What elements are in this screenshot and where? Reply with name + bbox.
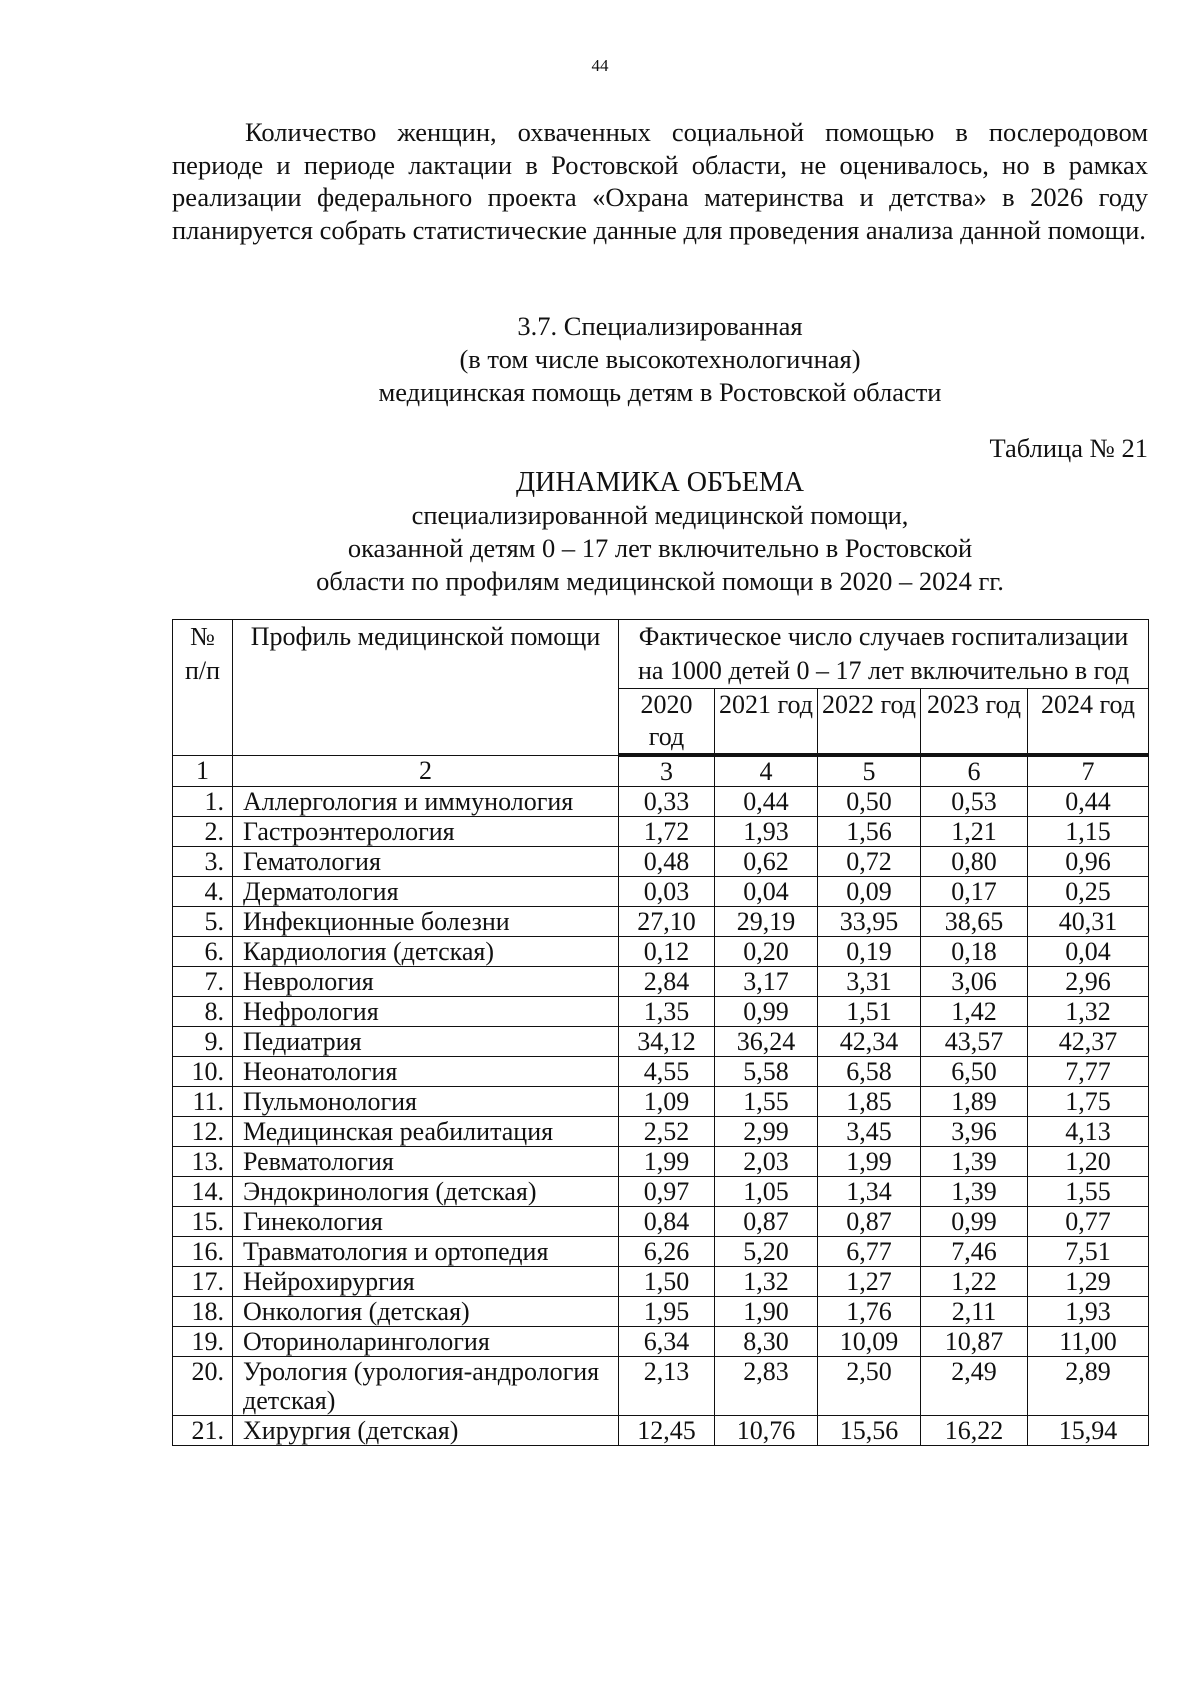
value-cell: 38,65 (921, 907, 1028, 937)
value-cell: 12,45 (619, 1416, 715, 1446)
value-cell: 2,13 (619, 1357, 715, 1416)
profile-cell: Неврология (233, 967, 619, 997)
value-cell: 1,99 (818, 1147, 921, 1177)
value-cell: 0,04 (1028, 937, 1149, 967)
table-row (173, 1267, 1149, 1297)
value-cell: 0,18 (921, 937, 1028, 967)
value-cell: 3,45 (818, 1117, 921, 1147)
value-cell: 1,32 (1028, 997, 1149, 1027)
value-cell: 29,19 (715, 907, 818, 937)
table-row (173, 1027, 1149, 1057)
profile-cell: Пульмонология (233, 1087, 619, 1117)
profile-cell: Гинекология (233, 1207, 619, 1237)
value-cell: 0,99 (715, 997, 818, 1027)
table-row (173, 1177, 1149, 1207)
profile-cell: Кардиология (детская) (233, 937, 619, 967)
value-cell: 5,58 (715, 1057, 818, 1087)
value-cell: 27,10 (619, 907, 715, 937)
row-number: 15. (173, 1207, 233, 1237)
value-cell: 0,19 (818, 937, 921, 967)
value-cell: 1,29 (1028, 1267, 1149, 1297)
profile-cell: Оториноларингология (233, 1327, 619, 1357)
column-header-group: Фактическое число случаев госпитализации на 1000 детей 0 – 17 лет включительно в год (619, 620, 1149, 689)
section-heading-line: 3.7. Специализированная (517, 311, 803, 341)
value-cell: 43,57 (921, 1027, 1028, 1057)
table-label: Таблица № 21 (989, 433, 1148, 463)
value-cell: 0,96 (1028, 847, 1149, 877)
value-cell: 1,39 (921, 1147, 1028, 1177)
value-cell: 0,12 (619, 937, 715, 967)
value-cell: 1,50 (619, 1267, 715, 1297)
profile-cell: Травматология и ортопедия (233, 1237, 619, 1267)
profile-cell: Дерматология (233, 877, 619, 907)
column-header-year: 2023 год (921, 689, 1028, 756)
profile-cell: Гематология (233, 847, 619, 877)
value-cell: 7,51 (1028, 1237, 1149, 1267)
table-row (173, 817, 1149, 847)
value-cell: 1,89 (921, 1087, 1028, 1117)
row-number: 14. (173, 1177, 233, 1207)
value-cell: 10,87 (921, 1327, 1028, 1357)
value-cell: 1,32 (715, 1267, 818, 1297)
row-number: 10. (173, 1057, 233, 1087)
value-cell: 0,99 (921, 1207, 1028, 1237)
value-cell: 0,20 (715, 937, 818, 967)
value-cell: 5,20 (715, 1237, 818, 1267)
profile-cell: Неонатология (233, 1057, 619, 1087)
value-cell: 40,31 (1028, 907, 1149, 937)
profile-cell: Урология (урология-андрология детская) (233, 1357, 619, 1416)
profile-cell: Онкология (детская) (233, 1297, 619, 1327)
table-title-line: области по профилям медицинской помощи в 2020 – 2024 гг. (316, 566, 1004, 596)
column-number: 2 (233, 755, 619, 787)
row-number: 3. (173, 847, 233, 877)
value-cell: 0,03 (619, 877, 715, 907)
table-row (173, 967, 1149, 997)
value-cell: 1,51 (818, 997, 921, 1027)
table-row (173, 877, 1149, 907)
column-header-year: 2020 год (619, 689, 715, 756)
value-cell: 4,55 (619, 1057, 715, 1087)
value-cell: 0,04 (715, 877, 818, 907)
value-cell: 0,80 (921, 847, 1028, 877)
profile-cell: Инфекционные болезни (233, 907, 619, 937)
row-number: 2. (173, 817, 233, 847)
column-header-year: 2022 год (818, 689, 921, 756)
value-cell: 1,05 (715, 1177, 818, 1207)
profile-cell: Медицинская реабилитация (233, 1117, 619, 1147)
value-cell: 10,09 (818, 1327, 921, 1357)
value-cell: 1,90 (715, 1297, 818, 1327)
value-cell: 4,13 (1028, 1117, 1149, 1147)
value-cell: 11,00 (1028, 1327, 1149, 1357)
row-number: 6. (173, 937, 233, 967)
value-cell: 8,30 (715, 1327, 818, 1357)
value-cell: 7,46 (921, 1237, 1028, 1267)
value-cell: 2,49 (921, 1357, 1028, 1416)
value-cell: 0,87 (818, 1207, 921, 1237)
value-cell: 2,99 (715, 1117, 818, 1147)
value-cell: 1,76 (818, 1297, 921, 1327)
value-cell: 0,33 (619, 787, 715, 817)
value-cell: 0,84 (619, 1207, 715, 1237)
table-title (0, 466, 1200, 598)
table-row (173, 907, 1149, 937)
profile-cell: Эндокринология (детская) (233, 1177, 619, 1207)
value-cell: 0,77 (1028, 1207, 1149, 1237)
value-cell: 1,55 (1028, 1177, 1149, 1207)
row-number: 1. (173, 787, 233, 817)
value-cell: 1,99 (619, 1147, 715, 1177)
table-title-line: оказанной детям 0 – 17 лет включительно в Ростовской (347, 533, 973, 563)
value-cell: 0,09 (818, 877, 921, 907)
value-cell: 16,22 (921, 1416, 1028, 1446)
column-header-year: 2021 год (715, 689, 818, 756)
value-cell: 1,56 (818, 817, 921, 847)
value-cell: 0,62 (715, 847, 818, 877)
column-header-year: 2024 год (1028, 689, 1149, 756)
value-cell: 3,96 (921, 1117, 1028, 1147)
value-cell: 0,72 (818, 847, 921, 877)
value-cell: 6,77 (818, 1237, 921, 1267)
column-number: 6 (921, 755, 1028, 787)
value-cell: 0,25 (1028, 877, 1149, 907)
value-cell: 7,77 (1028, 1057, 1149, 1087)
value-cell: 0,17 (921, 877, 1028, 907)
profile-cell: Гастроэнтерология (233, 817, 619, 847)
value-cell: 0,97 (619, 1177, 715, 1207)
value-cell: 0,44 (715, 787, 818, 817)
table-row (173, 1147, 1149, 1177)
column-number: 3 (619, 755, 715, 787)
value-cell: 2,11 (921, 1297, 1028, 1327)
section-heading-line: медицинская помощь детям в Ростовской области (378, 377, 942, 407)
value-cell: 1,27 (818, 1267, 921, 1297)
column-number: 7 (1028, 755, 1149, 787)
table-row (173, 1416, 1149, 1446)
value-cell: 0,48 (619, 847, 715, 877)
column-numbers-row (173, 755, 1149, 787)
value-cell: 3,31 (818, 967, 921, 997)
row-number: 16. (173, 1237, 233, 1267)
row-number: 5. (173, 907, 233, 937)
value-cell: 42,34 (818, 1027, 921, 1057)
profile-cell: Педиатрия (233, 1027, 619, 1057)
value-cell: 1,93 (1028, 1297, 1149, 1327)
column-header-profile: Профиль медицинской помощи (233, 620, 619, 756)
row-number: 19. (173, 1327, 233, 1357)
table-row (173, 1237, 1149, 1267)
row-number: 8. (173, 997, 233, 1027)
value-cell: 2,03 (715, 1147, 818, 1177)
row-number: 20. (173, 1357, 233, 1416)
table-row (173, 1357, 1149, 1416)
table-row (173, 997, 1149, 1027)
profile-cell: Ревматология (233, 1147, 619, 1177)
value-cell: 34,12 (619, 1027, 715, 1057)
value-cell: 33,95 (818, 907, 921, 937)
profile-cell: Аллергология и иммунология (233, 787, 619, 817)
profile-cell: Нефрология (233, 997, 619, 1027)
value-cell: 1,72 (619, 817, 715, 847)
table-row (173, 1117, 1149, 1147)
value-cell: 6,26 (619, 1237, 715, 1267)
profile-cell: Нейрохирургия (233, 1267, 619, 1297)
section-heading-line: (в том числе высокотехнологичная) (459, 344, 861, 374)
profile-cell: Хирургия (детская) (233, 1416, 619, 1446)
value-cell: 0,44 (1028, 787, 1149, 817)
table-row (173, 787, 1149, 817)
row-number: 13. (173, 1147, 233, 1177)
value-cell: 3,06 (921, 967, 1028, 997)
value-cell: 0,53 (921, 787, 1028, 817)
column-number: 4 (715, 755, 818, 787)
table-row (173, 1057, 1149, 1087)
value-cell: 2,96 (1028, 967, 1149, 997)
value-cell: 1,39 (921, 1177, 1028, 1207)
table-row (173, 1087, 1149, 1117)
row-number: 17. (173, 1267, 233, 1297)
value-cell: 2,84 (619, 967, 715, 997)
statistics-table (172, 619, 1149, 1446)
value-cell: 0,87 (715, 1207, 818, 1237)
table-row (173, 1297, 1149, 1327)
value-cell: 1,85 (818, 1087, 921, 1117)
value-cell: 15,94 (1028, 1416, 1149, 1446)
value-cell: 0,50 (818, 787, 921, 817)
table-row (173, 937, 1149, 967)
row-number: 4. (173, 877, 233, 907)
value-cell: 2,83 (715, 1357, 818, 1416)
table-title-line: специализированной медицинской помощи, (411, 500, 909, 530)
row-number: 12. (173, 1117, 233, 1147)
value-cell: 2,89 (1028, 1357, 1149, 1416)
section-heading (0, 310, 1200, 409)
value-cell: 6,34 (619, 1327, 715, 1357)
value-cell: 1,34 (818, 1177, 921, 1207)
column-number: 1 (173, 755, 233, 787)
value-cell: 10,76 (715, 1416, 818, 1446)
value-cell: 42,37 (1028, 1027, 1149, 1057)
table-row (173, 1327, 1149, 1357)
column-header-number: № п/п (173, 620, 233, 756)
intro-paragraph: Количество женщин, охваченных социальной помощью в послеродовом периоде и периоде лактации в Ростовской области, не оценивалось, но в рамках реализации федерального проекта «Охрана материнства и детства» в 2026 году планируется собрать статистические данные для проведения анализа данной помощи. (172, 117, 1148, 245)
value-cell: 2,50 (818, 1357, 921, 1416)
value-cell: 1,15 (1028, 817, 1149, 847)
value-cell: 1,20 (1028, 1147, 1149, 1177)
table-row (173, 847, 1149, 877)
value-cell: 1,95 (619, 1297, 715, 1327)
row-number: 11. (173, 1087, 233, 1117)
row-number: 18. (173, 1297, 233, 1327)
value-cell: 6,50 (921, 1057, 1028, 1087)
value-cell: 36,24 (715, 1027, 818, 1057)
value-cell: 2,52 (619, 1117, 715, 1147)
value-cell: 1,21 (921, 817, 1028, 847)
value-cell: 1,35 (619, 997, 715, 1027)
value-cell: 1,55 (715, 1087, 818, 1117)
value-cell: 15,56 (818, 1416, 921, 1446)
row-number: 9. (173, 1027, 233, 1057)
table-row (173, 1207, 1149, 1237)
value-cell: 1,42 (921, 997, 1028, 1027)
table-title-main: ДИНАМИКА ОБЪЕМА (516, 467, 804, 498)
value-cell: 6,58 (818, 1057, 921, 1087)
value-cell: 1,93 (715, 817, 818, 847)
value-cell: 3,17 (715, 967, 818, 997)
column-number: 5 (818, 755, 921, 787)
value-cell: 1,22 (921, 1267, 1028, 1297)
page-number: 44 (591, 56, 609, 75)
row-number: 21. (173, 1416, 233, 1446)
value-cell: 1,75 (1028, 1087, 1149, 1117)
value-cell: 1,09 (619, 1087, 715, 1117)
row-number: 7. (173, 967, 233, 997)
